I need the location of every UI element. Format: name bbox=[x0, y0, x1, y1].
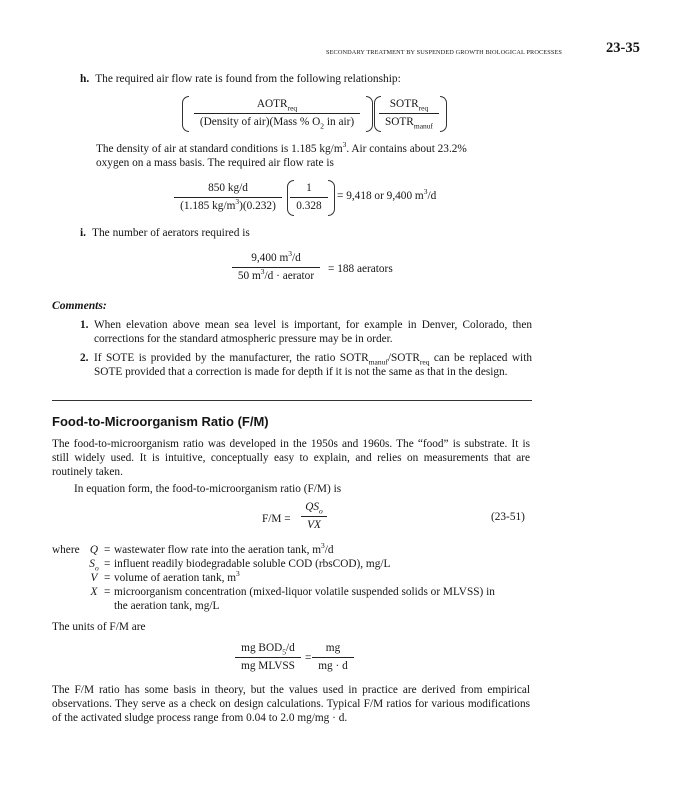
eq1-numerator-2: $SOTR_{req}$ bbox=[389, 98, 429, 113]
step-h bbox=[80, 72, 401, 86]
eq2-result: = 9,418 or 9,400 $m^3/d$ bbox=[337, 187, 437, 202]
comment-text: If SOTE is provided by the manufacturer, the ratio $SOTR_{manuf}/SOTR_{req}$ can be replaced with SOTE provided that a correction is made for depth if it is not the same as that in the design. bbox=[94, 352, 532, 378]
section-title: Food-to-Microorganism Ratio (F/M) bbox=[52, 414, 269, 429]
eq1-fraction-1 bbox=[188, 98, 366, 129]
definition-text: influent readily biodegradable soluble COD (rbsCOD), mg/L bbox=[114, 558, 391, 570]
step-i-intro: The number of aerators required is bbox=[92, 227, 250, 239]
definition-symbol: V bbox=[90, 572, 98, 584]
page-number: 23-35 bbox=[606, 40, 640, 56]
step-h-label: h. bbox=[80, 73, 90, 85]
definition-symbol: X bbox=[90, 586, 98, 598]
fm-paragraph-2: In equation form, the food-to-microorganism ratio (F/M) is bbox=[74, 483, 342, 495]
eq2-fraction-1 bbox=[172, 182, 284, 213]
definition-equals: = bbox=[104, 558, 111, 570]
units-denominator-2: mg · d bbox=[312, 657, 354, 673]
comment-text: When elevation above mean sea level is important, for example in Denver, Colorado, then corrections for the standard atmospheric pressure may be in order. bbox=[94, 319, 532, 345]
fm-equation-fraction bbox=[296, 501, 332, 532]
comment-number: 1. bbox=[80, 319, 89, 331]
step-i bbox=[80, 226, 250, 240]
definition-symbol: $S_o$ bbox=[89, 558, 99, 573]
eq1-right-paren-2 bbox=[440, 96, 447, 132]
aerators-result: = 188 aerators bbox=[328, 263, 393, 275]
fm-denominator: VX bbox=[301, 516, 327, 532]
eq2-denominator-2: 0.328 bbox=[290, 197, 327, 213]
eq2-right-paren bbox=[328, 180, 335, 216]
eq1-denominator-2: $SOTR_{manuf}$ bbox=[379, 113, 439, 129]
running-head: SECONDARY TREATMENT BY SUSPENDED GROWTH BIOLOGICAL PROCESSES bbox=[326, 49, 562, 56]
fm-numerator: $QS_o$ bbox=[305, 501, 323, 516]
units-numerator: mg $BOD_5/d$ bbox=[241, 642, 295, 657]
eq2-fraction-2 bbox=[290, 182, 328, 213]
eq2-numerator: 850 kg/d bbox=[208, 182, 248, 194]
equation-number: (23-51) bbox=[491, 511, 525, 523]
aerators-denominator: 50 $m^3/d$ · aerator bbox=[232, 267, 320, 283]
section-divider bbox=[52, 400, 532, 401]
eq1-numerator: $AOTR_{req}$ bbox=[256, 98, 298, 113]
aerators-fraction bbox=[226, 249, 326, 283]
definition-text: wastewater flow rate into the aeration tank, $m^3/d$ bbox=[114, 541, 334, 556]
definition-text: the aeration tank, mg/L bbox=[114, 600, 220, 612]
fm-paragraph-1: The food-to-microorganism ratio was developed in the 1950s and 1960s. The “food” is substrate. It is still widely used. It is intuitive, conceptually easy to explain, and relies on measurements that are routinely taken. bbox=[52, 438, 530, 478]
definition-equals: = bbox=[104, 572, 111, 584]
eq2-numerator-2: 1 bbox=[306, 182, 312, 194]
units-fraction-2 bbox=[314, 642, 352, 673]
comment-number: 2. bbox=[80, 352, 89, 364]
density-paragraph: The density of air at standard conditions is 1.185 $kg/m^3$. Air contains about 23.2% oxygen on a mass basis. The required air flow rate is bbox=[96, 140, 467, 169]
comments-label: Comments: bbox=[52, 299, 107, 312]
where-label: where bbox=[52, 544, 80, 556]
units-equals: = bbox=[305, 652, 312, 664]
aerators-numerator: 9,400 $m^3/d$ bbox=[251, 249, 301, 264]
definition-text: volume of aeration tank, $m^3$ bbox=[114, 569, 240, 584]
fm-paragraph-3: The F/M ratio has some basis in theory, but the values used in practice are derived from empirical observations. They serve as a check on design calculations. Typical F/M ratios for various modifications of the activated sludge process range from 0.04 to 2.0 mg/mg · d. bbox=[52, 684, 530, 724]
units-numerator-2: mg bbox=[325, 642, 341, 654]
units-denominator: mg MLVSS bbox=[235, 657, 301, 673]
definition-symbol: Q bbox=[89, 544, 99, 556]
definition-equals: = bbox=[104, 586, 111, 598]
step-i-label: i. bbox=[80, 227, 87, 239]
step-h-intro: The required air flow rate is found from the following relationship: bbox=[95, 73, 401, 85]
eq2-denominator: (1.185 $kg/m^3)(0.232)$ bbox=[174, 197, 282, 213]
eq1-fraction-2 bbox=[378, 98, 440, 129]
units-intro: The units of F/M are bbox=[52, 621, 146, 633]
units-fraction-1 bbox=[230, 642, 306, 673]
eq1-right-paren bbox=[366, 96, 373, 132]
definition-equals: = bbox=[104, 544, 111, 556]
fm-equation-lhs: F/M = bbox=[262, 513, 291, 525]
definition-text: microorganism concentration (mixed-liquor volatile suspended solids or MLVSS) in bbox=[114, 586, 495, 598]
eq1-denominator: (Density of air)(Mass % $O_2$ in air) bbox=[194, 113, 360, 129]
